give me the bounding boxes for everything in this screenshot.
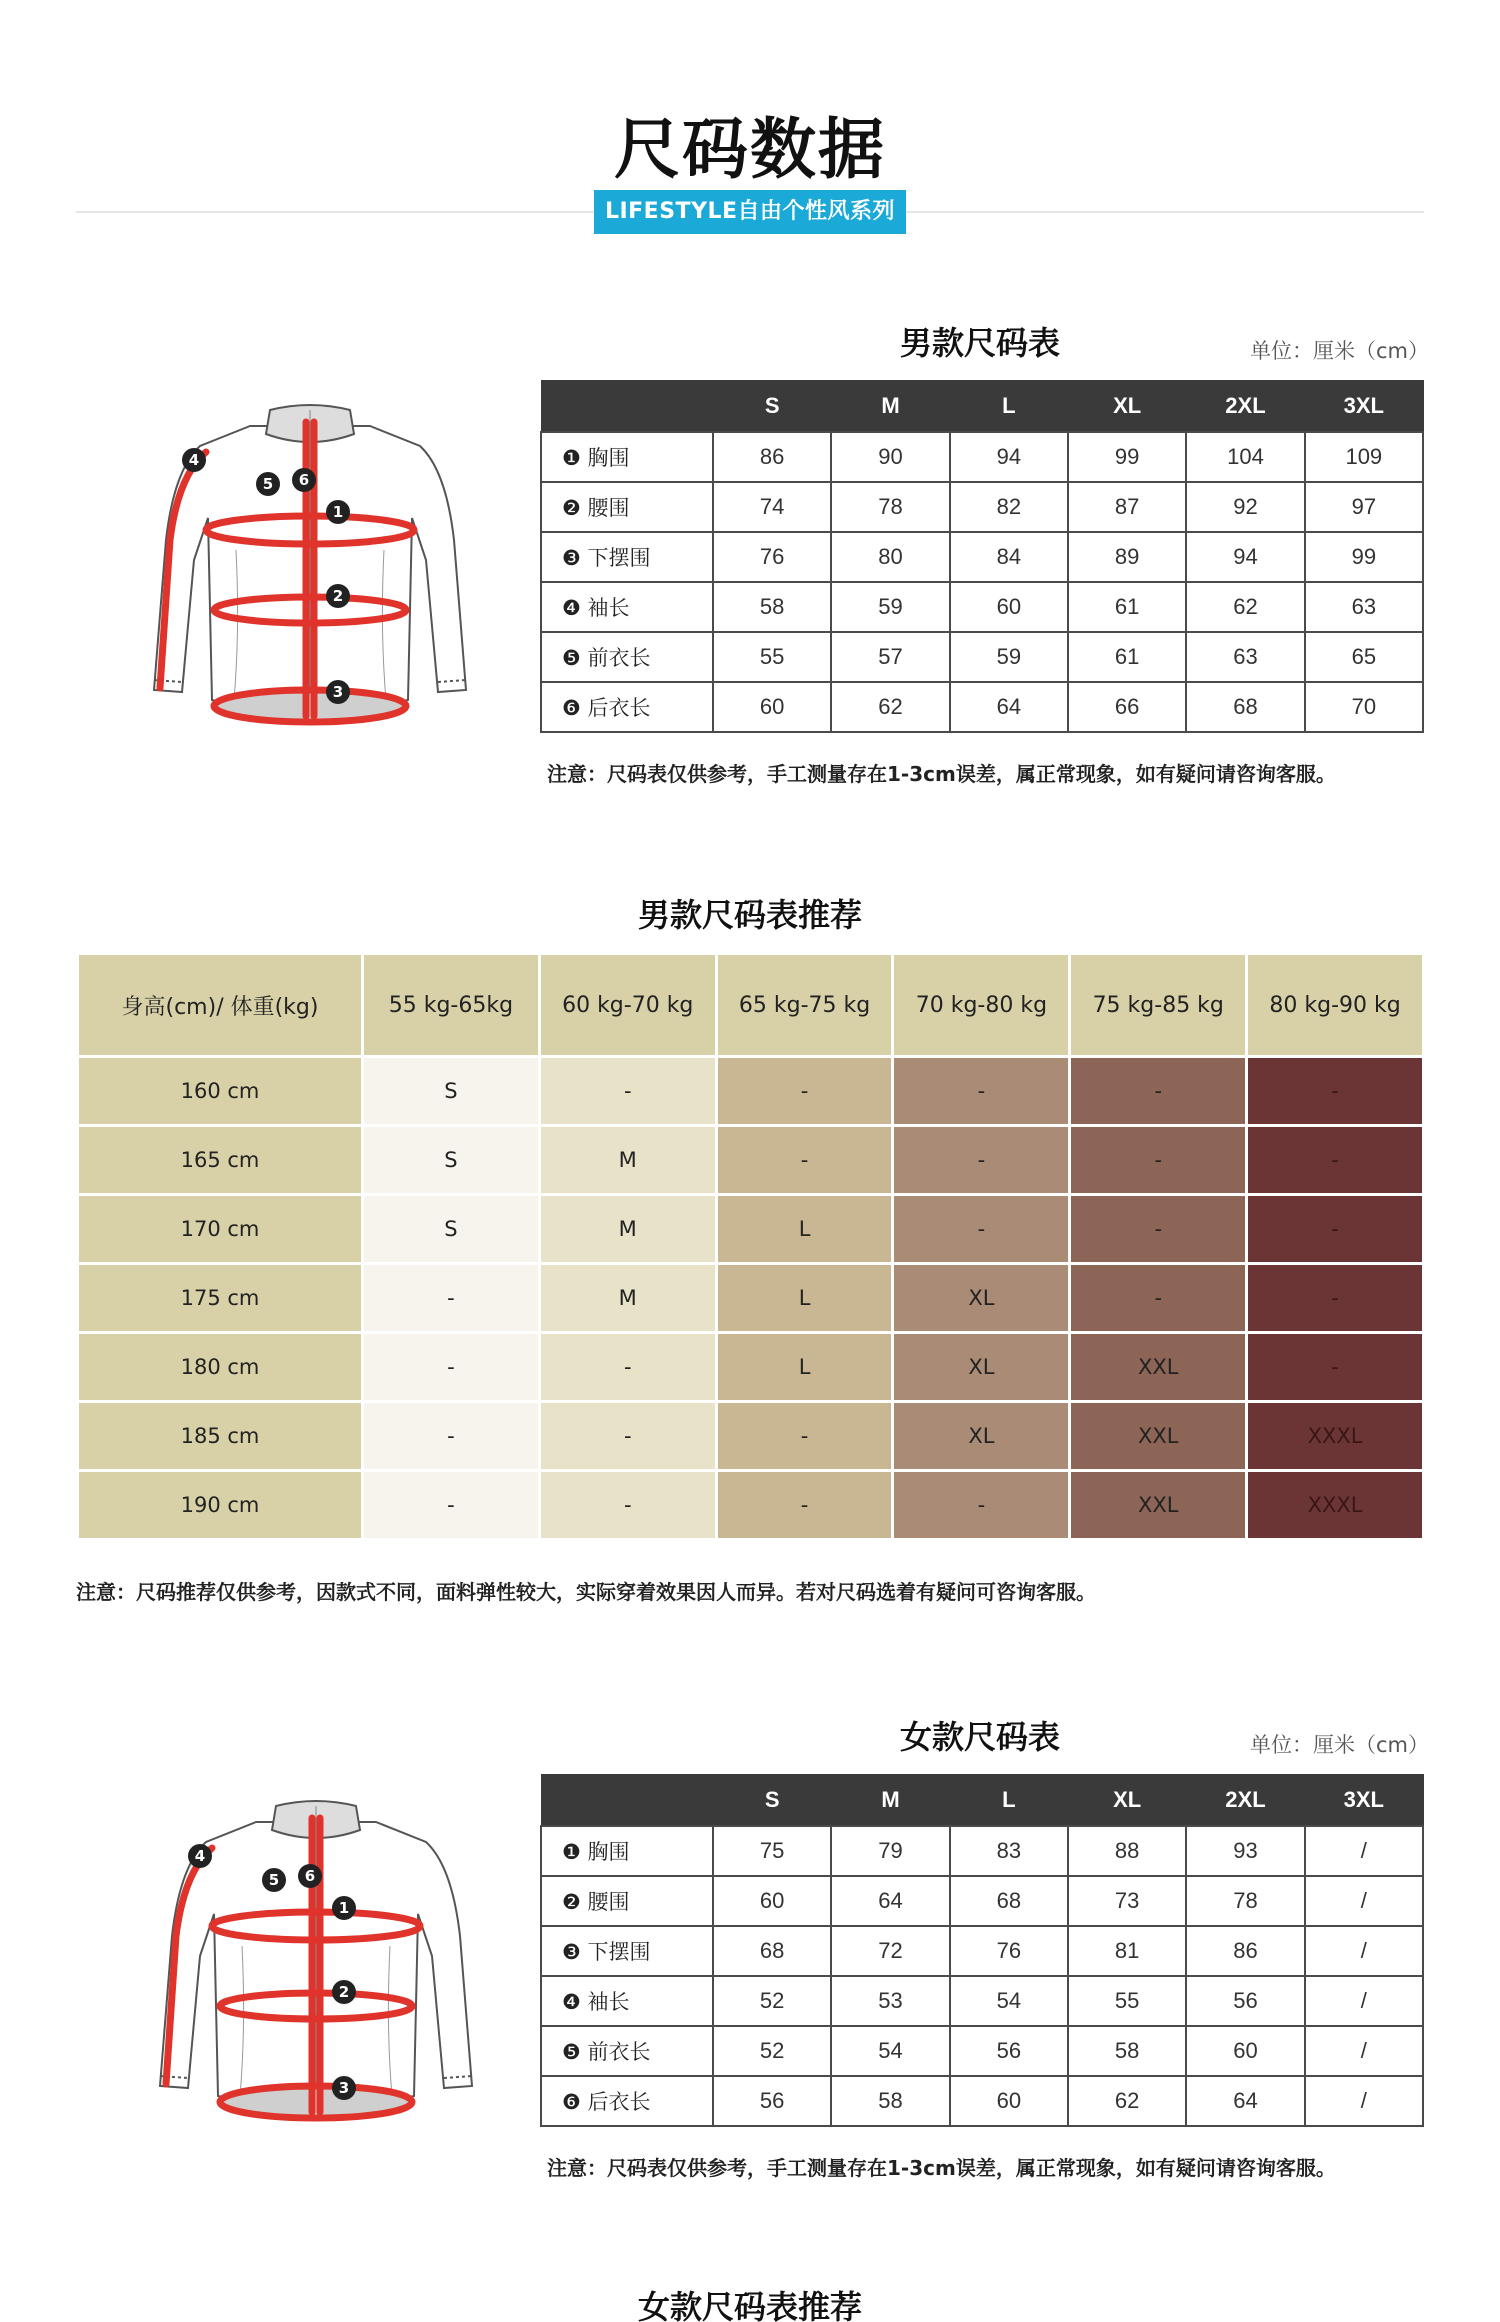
table-row (541, 1826, 1423, 1876)
table-cell: 74 (713, 482, 831, 532)
size-column-header: S (713, 381, 831, 432)
table-cell: 60 (713, 682, 831, 732)
table-cell: 89 (1068, 532, 1186, 582)
table-row (541, 432, 1423, 482)
table-row (541, 1876, 1423, 1926)
size-cell: XXL (1071, 1403, 1245, 1469)
size-cell: - (894, 1127, 1068, 1193)
size-cell: - (1248, 1334, 1422, 1400)
table-cell: 58 (713, 582, 831, 632)
table-cell: 64 (950, 682, 1068, 732)
height-label: 165 cm (79, 1127, 361, 1193)
table-cell: 86 (713, 432, 831, 482)
table-cell: 109 (1305, 432, 1423, 482)
table-cell: 83 (950, 1826, 1068, 1876)
size-cell: - (541, 1334, 715, 1400)
size-header-row (541, 381, 1423, 432)
height-label: 175 cm (79, 1265, 361, 1331)
size-cell: M (541, 1127, 715, 1193)
size-column-header: S (713, 1775, 831, 1826)
table-cell: 60 (950, 582, 1068, 632)
table-cell: 72 (831, 1926, 949, 1976)
size-cell: - (1248, 1196, 1422, 1262)
measurement-label: ❺ 前衣长 (541, 2026, 713, 2076)
table-cell: 61 (1068, 582, 1186, 632)
weight-header-row (79, 955, 1422, 1055)
men-size-chart-title: 男款尺码表 (899, 324, 1060, 362)
size-cell: - (1248, 1058, 1422, 1124)
table-cell: 92 (1186, 482, 1304, 532)
size-cell: - (541, 1403, 715, 1469)
size-cell: - (1071, 1058, 1245, 1124)
measurement-label: ❸ 下摆围 (541, 532, 713, 582)
table-cell: 97 (1305, 482, 1423, 532)
table-cell: 90 (831, 432, 949, 482)
corner-cell (541, 1775, 713, 1826)
size-column-header: 3XL (1305, 381, 1423, 432)
size-header-row (541, 1775, 1423, 1826)
size-column-header: M (831, 1775, 949, 1826)
measurement-label: ❺ 前衣长 (541, 632, 713, 682)
size-cell: L (718, 1334, 892, 1400)
measurement-label: ❹ 袖长 (541, 582, 713, 632)
table-row (541, 532, 1423, 582)
table-row (541, 1976, 1423, 2026)
table-row (79, 1265, 1422, 1331)
table-cell: 84 (950, 532, 1068, 582)
table-cell: / (1305, 1826, 1423, 1876)
size-cell: - (718, 1472, 892, 1538)
svg-text:6: 6 (298, 471, 310, 489)
measurement-label: ❸ 下摆围 (541, 1926, 713, 1976)
table-cell: 60 (713, 1876, 831, 1926)
weight-column-header: 55 kg-65kg (364, 955, 538, 1055)
svg-text:1: 1 (332, 503, 344, 521)
height-label: 190 cm (79, 1472, 361, 1538)
men-size-note: 注意：尺码表仅供参考，手工测量存在1-3cm误差，属正常现象，如有疑问请咨询客服。 (547, 762, 1336, 786)
table-cell: 52 (713, 2026, 831, 2076)
table-cell: 56 (950, 2026, 1068, 2076)
table-cell: 76 (950, 1926, 1068, 1976)
table-cell: 62 (1068, 2076, 1186, 2126)
size-column-header: XL (1068, 381, 1186, 432)
table-row (79, 1127, 1422, 1193)
measurement-label: ❻ 后衣长 (541, 682, 713, 732)
size-column-header: L (950, 381, 1068, 432)
table-row (541, 632, 1423, 682)
table-cell: / (1305, 1876, 1423, 1926)
women-size-note: 注意：尺码表仅供参考，手工测量存在1-3cm误差，属正常现象，如有疑问请咨询客服。 (547, 2156, 1336, 2180)
table-row (541, 1926, 1423, 1976)
table-cell: 60 (1186, 2026, 1304, 2076)
table-cell: 52 (713, 1976, 831, 2026)
table-cell: 63 (1305, 582, 1423, 632)
svg-text:5: 5 (262, 475, 274, 493)
measurement-label: ❷ 腰围 (541, 482, 713, 532)
table-cell: 62 (1186, 582, 1304, 632)
table-cell: 55 (713, 632, 831, 682)
table-cell: 56 (1186, 1976, 1304, 2026)
size-cell: - (1071, 1265, 1245, 1331)
table-cell: 87 (1068, 482, 1186, 532)
women-size-table (540, 1774, 1424, 2127)
table-cell: 59 (950, 632, 1068, 682)
height-label: 180 cm (79, 1334, 361, 1400)
size-cell: XL (894, 1334, 1068, 1400)
men-recommendation-note: 注意：尺码推荐仅供参考，因款式不同，面料弹性较大，实际穿着效果因人而异。若对尺码选着有疑问可咨询客服。 (76, 1580, 1096, 1604)
men-unit-label: 单位：厘米（cm） (1250, 339, 1430, 363)
table-row (541, 682, 1423, 732)
size-cell: L (718, 1265, 892, 1331)
women-recommendation-title: 女款尺码表推荐 (637, 2288, 862, 2322)
size-cell: - (718, 1127, 892, 1193)
size-cell: - (364, 1472, 538, 1538)
height-label: 170 cm (79, 1196, 361, 1262)
measurement-label: ❶ 胸围 (541, 432, 713, 482)
svg-text:2: 2 (332, 587, 344, 605)
size-cell: - (1071, 1196, 1245, 1262)
table-cell: 76 (713, 532, 831, 582)
weight-column-header: 75 kg-85 kg (1071, 955, 1245, 1055)
table-cell: 66 (1068, 682, 1186, 732)
table-cell: 99 (1068, 432, 1186, 482)
table-cell: / (1305, 1976, 1423, 2026)
size-cell: - (1071, 1127, 1245, 1193)
table-cell: 61 (1068, 632, 1186, 682)
table-cell: 82 (950, 482, 1068, 532)
svg-text:6: 6 (304, 1867, 316, 1885)
size-cell: - (364, 1334, 538, 1400)
table-cell: 56 (713, 2076, 831, 2126)
size-cell: XL (894, 1403, 1068, 1469)
table-row (541, 482, 1423, 532)
table-cell: 104 (1186, 432, 1304, 482)
size-cell: S (364, 1127, 538, 1193)
svg-text:2: 2 (338, 1983, 350, 2001)
table-cell: 68 (950, 1876, 1068, 1926)
men-recommendation-title: 男款尺码表推荐 (637, 896, 862, 934)
table-cell: 57 (831, 632, 949, 682)
table-cell: 81 (1068, 1926, 1186, 1976)
svg-text:4: 4 (194, 1847, 206, 1865)
svg-text:3: 3 (338, 2079, 350, 2097)
measurement-label: ❶ 胸围 (541, 1826, 713, 1876)
table-row (541, 582, 1423, 632)
table-cell: 78 (1186, 1876, 1304, 1926)
size-cell: - (364, 1265, 538, 1331)
weight-column-header: 65 kg-75 kg (718, 955, 892, 1055)
size-column-header: 3XL (1305, 1775, 1423, 1826)
table-cell: 99 (1305, 532, 1423, 582)
corner-cell (541, 381, 713, 432)
svg-text:5: 5 (268, 1871, 280, 1889)
table-row (79, 1196, 1422, 1262)
size-cell: - (541, 1058, 715, 1124)
size-cell: L (718, 1196, 892, 1262)
table-cell: 53 (831, 1976, 949, 2026)
table-cell: 62 (831, 682, 949, 732)
table-cell: 54 (950, 1976, 1068, 2026)
table-cell: 54 (831, 2026, 949, 2076)
table-row (541, 2076, 1423, 2126)
size-cell: XXL (1071, 1334, 1245, 1400)
table-cell: 73 (1068, 1876, 1186, 1926)
table-row (79, 1403, 1422, 1469)
table-cell: 78 (831, 482, 949, 532)
height-label: 185 cm (79, 1403, 361, 1469)
table-cell: 59 (831, 582, 949, 632)
size-cell: - (1248, 1265, 1422, 1331)
table-cell: 63 (1186, 632, 1304, 682)
table-cell: 58 (831, 2076, 949, 2126)
corner-header: 身高(cm)/ 体重(kg) (79, 955, 361, 1055)
page-title: 尺码数据 (614, 111, 886, 188)
size-column-header: XL (1068, 1775, 1186, 1826)
svg-text:1: 1 (338, 1899, 350, 1917)
table-cell: 68 (713, 1926, 831, 1976)
size-cell: - (541, 1472, 715, 1538)
jacket-measurement-diagram (140, 400, 480, 740)
table-cell: 94 (950, 432, 1068, 482)
svg-text:3: 3 (332, 683, 344, 701)
table-cell: 88 (1068, 1826, 1186, 1876)
size-cell: - (718, 1058, 892, 1124)
table-cell: 94 (1186, 532, 1304, 582)
table-row (79, 1334, 1422, 1400)
size-cell: - (364, 1403, 538, 1469)
weight-column-header: 70 kg-80 kg (894, 955, 1068, 1055)
table-cell: 70 (1305, 682, 1423, 732)
table-cell: 86 (1186, 1926, 1304, 1976)
table-cell: 58 (1068, 2026, 1186, 2076)
table-cell: 55 (1068, 1976, 1186, 2026)
size-column-header: M (831, 381, 949, 432)
table-cell: 60 (950, 2076, 1068, 2126)
table-row (541, 2026, 1423, 2076)
size-cell: XXXL (1248, 1472, 1422, 1538)
table-cell: 65 (1305, 632, 1423, 682)
table-row (79, 1472, 1422, 1538)
weight-column-header: 80 kg-90 kg (1248, 955, 1422, 1055)
size-cell: S (364, 1058, 538, 1124)
table-cell: 93 (1186, 1826, 1304, 1876)
table-cell: 80 (831, 532, 949, 582)
table-cell: 68 (1186, 682, 1304, 732)
size-column-header: 2XL (1186, 1775, 1304, 1826)
table-cell: 64 (831, 1876, 949, 1926)
height-label: 160 cm (79, 1058, 361, 1124)
measurement-label: ❹ 袖长 (541, 1976, 713, 2026)
series-badge: LIFESTYLE自由个性风系列 (594, 190, 906, 234)
table-cell: 64 (1186, 2076, 1304, 2126)
size-cell: XXXL (1248, 1403, 1422, 1469)
size-cell: XL (894, 1265, 1068, 1331)
size-cell: M (541, 1265, 715, 1331)
table-cell: / (1305, 1926, 1423, 1976)
measurement-label: ❻ 后衣长 (541, 2076, 713, 2126)
table-cell: 79 (831, 1826, 949, 1876)
table-cell: / (1305, 2026, 1423, 2076)
table-cell: 75 (713, 1826, 831, 1876)
size-cell: - (894, 1058, 1068, 1124)
size-cell: XXL (1071, 1472, 1245, 1538)
size-cell: - (718, 1403, 892, 1469)
men-recommendation-table (76, 952, 1425, 1541)
weight-column-header: 60 kg-70 kg (541, 955, 715, 1055)
women-size-chart-title: 女款尺码表 (899, 1718, 1060, 1756)
table-row (79, 1058, 1422, 1124)
size-column-header: 2XL (1186, 381, 1304, 432)
size-cell: - (1248, 1127, 1422, 1193)
size-cell: - (894, 1472, 1068, 1538)
jacket-measurement-diagram (146, 1796, 486, 2136)
men-size-table (540, 380, 1424, 733)
size-column-header: L (950, 1775, 1068, 1826)
size-cell: S (364, 1196, 538, 1262)
size-cell: - (894, 1196, 1068, 1262)
size-cell: M (541, 1196, 715, 1262)
measurement-label: ❷ 腰围 (541, 1876, 713, 1926)
table-cell: / (1305, 2076, 1423, 2126)
women-unit-label: 单位：厘米（cm） (1250, 1733, 1430, 1757)
svg-text:4: 4 (188, 451, 200, 469)
